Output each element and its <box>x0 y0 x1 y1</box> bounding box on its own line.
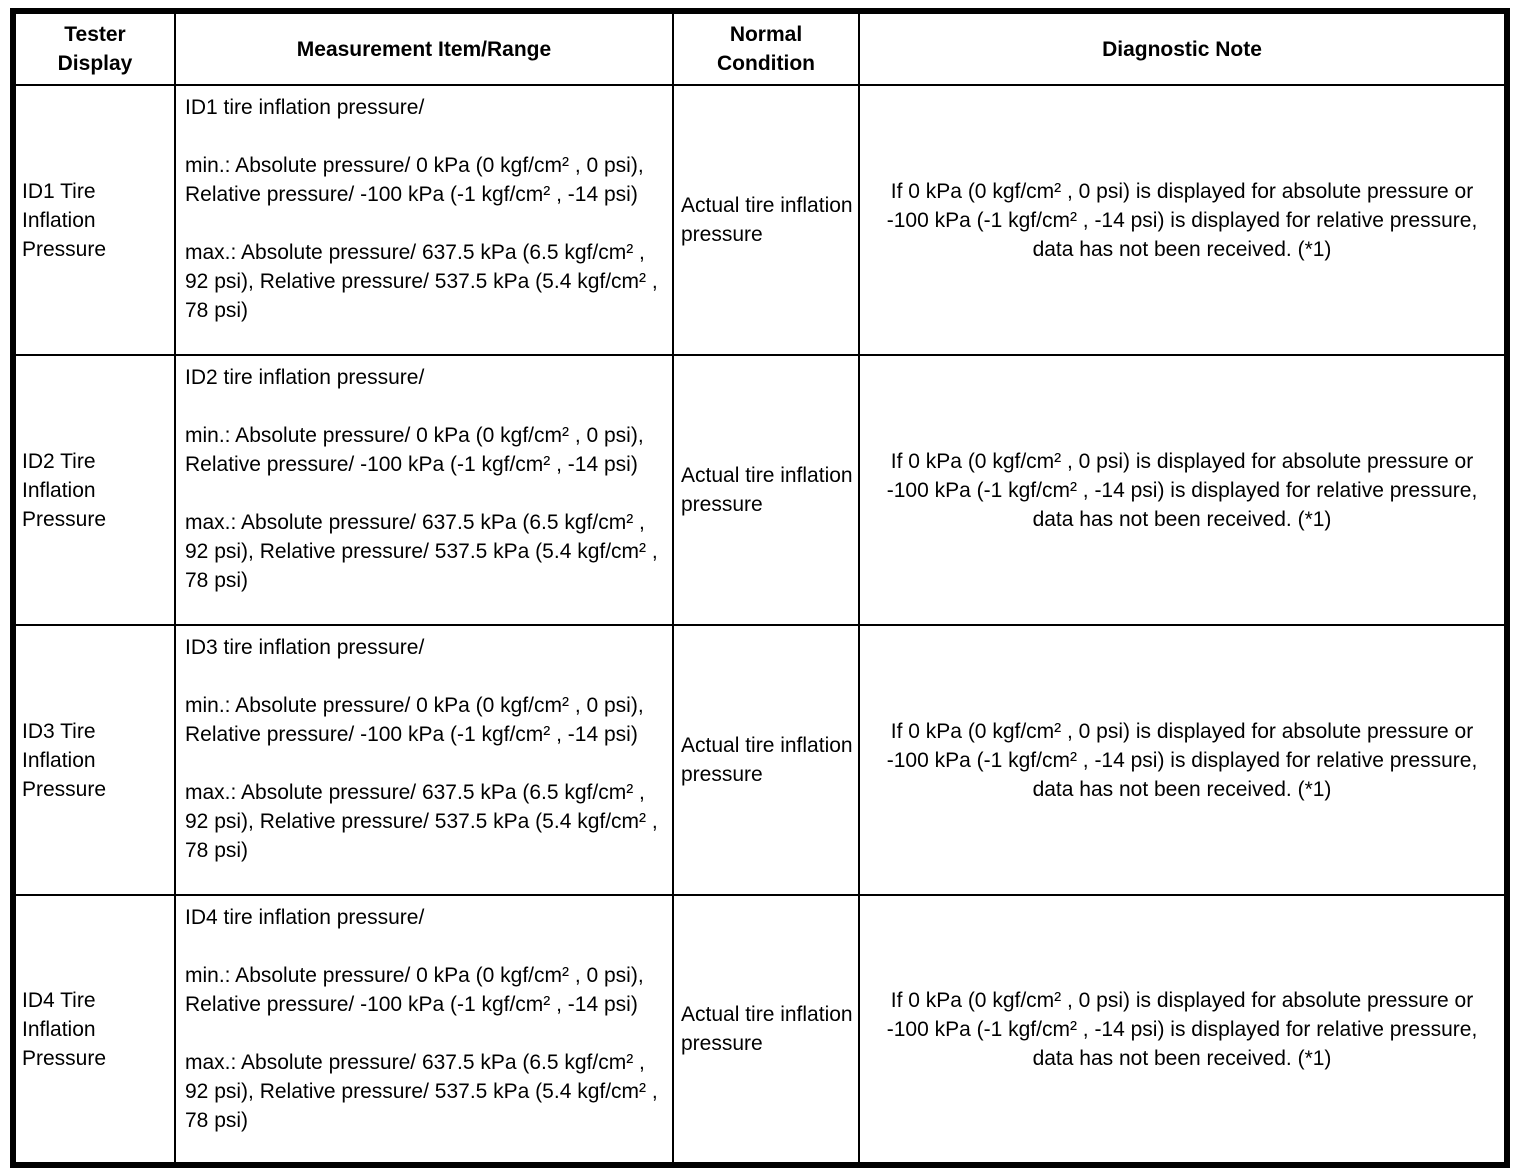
tester-display-cell: ID4 Tire Inflation Pressure <box>13 895 175 1165</box>
measurement-max: max.: Absolute pressure/ 637.5 kPa (6.5 kgf/cm² , 92 psi), Relative pressure/ 537.5 kPa (5.4 kgf/cm² , 78 psi) <box>185 241 658 322</box>
measurement-min: min.: Absolute pressure/ 0 kPa (0 kgf/cm² , 0 psi), Relative pressure/ -100 kPa (-1 kgf/cm² , -14 psi) <box>185 694 644 746</box>
normal-condition-cell: Actual tire inflation pressure <box>673 85 859 355</box>
header-cell-tester-display <box>13 11 175 85</box>
table-row-id2 <box>13 355 1507 625</box>
measurement-max: max.: Absolute pressure/ 637.5 kPa (6.5 kgf/cm² , 92 psi), Relative pressure/ 537.5 kPa (5.4 kgf/cm² , 78 psi) <box>185 511 658 592</box>
tester-display-cell: ID2 Tire Inflation Pressure <box>13 355 175 625</box>
header-diagnostic-note-label: Diagnostic Note <box>1102 37 1262 61</box>
diagnostic-note-cell <box>859 625 1507 895</box>
measurement-min: min.: Absolute pressure/ 0 kPa (0 kgf/cm² , 0 psi), Relative pressure/ -100 kPa (-1 kgf/cm² , -14 psi) <box>185 964 644 1016</box>
table-header <box>13 11 1507 85</box>
diagnostic-note-cell <box>859 355 1507 625</box>
measurement-item-range-cell <box>175 625 673 895</box>
header-tester-display-label: Tester Display <box>57 23 133 75</box>
header-cell-diagnostic-note <box>859 11 1507 85</box>
header-cell-normal-condition <box>673 11 859 85</box>
table-row-id3 <box>13 625 1507 895</box>
diagnostic-note-cell <box>859 895 1507 1165</box>
header-measurement-item-range-label: Measurement Item/Range <box>296 37 552 61</box>
tester-display-cell: ID1 Tire Inflation Pressure <box>13 85 175 355</box>
tire-pressure-diagnostic-table <box>10 8 1510 1168</box>
measurement-item: ID3 tire inflation pressure/ <box>185 636 425 659</box>
measurement-item: ID2 tire inflation pressure/ <box>185 366 425 389</box>
diagnostic-note-text: If 0 kPa (0 kgf/cm² , 0 psi) is displayed for absolute pressure or -100 kPa (-1 kgf/cm² , -14 psi) is displayed for relative pressure, data has not been received. (*1) <box>886 719 1478 801</box>
measurement-max: max.: Absolute pressure/ 637.5 kPa (6.5 kgf/cm² , 92 psi), Relative pressure/ 537.5 kPa (5.4 kgf/cm² , 78 psi) <box>185 1051 658 1132</box>
diagnostic-note-text: If 0 kPa (0 kgf/cm² , 0 psi) is displayed for absolute pressure or -100 kPa (-1 kgf/cm² , -14 psi) is displayed for relative pressure, data has not been received. (*1) <box>886 988 1478 1070</box>
measurement-min: min.: Absolute pressure/ 0 kPa (0 kgf/cm² , 0 psi), Relative pressure/ -100 kPa (-1 kgf/cm² , -14 psi) <box>185 154 644 206</box>
normal-condition-cell: Actual tire inflation pressure <box>673 895 859 1165</box>
measurement-item-range-cell <box>175 85 673 355</box>
measurement-item-range-cell <box>175 895 673 1165</box>
header-normal-condition-label: Normal Condition <box>717 23 815 75</box>
table-body <box>13 85 1507 1165</box>
header-cell-measurement-item-range <box>175 11 673 85</box>
measurement-item: ID4 tire inflation pressure/ <box>185 906 425 929</box>
tester-display-cell: ID3 Tire Inflation Pressure <box>13 625 175 895</box>
diagnostic-note-cell <box>859 85 1507 355</box>
measurement-min: min.: Absolute pressure/ 0 kPa (0 kgf/cm² , 0 psi), Relative pressure/ -100 kPa (-1 kgf/cm² , -14 psi) <box>185 424 644 476</box>
measurement-item-range-cell <box>175 355 673 625</box>
table-row-id1 <box>13 85 1507 355</box>
diagnostic-note-text: If 0 kPa (0 kgf/cm² , 0 psi) is displayed for absolute pressure or -100 kPa (-1 kgf/cm² , -14 psi) is displayed for relative pressure, data has not been received. (*1) <box>886 449 1478 531</box>
measurement-item: ID1 tire inflation pressure/ <box>185 96 425 119</box>
table-row-id4 <box>13 895 1507 1165</box>
diagnostic-note-text: If 0 kPa (0 kgf/cm² , 0 psi) is displayed for absolute pressure or -100 kPa (-1 kgf/cm² , -14 psi) is displayed for relative pressure, data has not been received. (*1) <box>886 179 1478 261</box>
normal-condition-cell: Actual tire inflation pressure <box>673 625 859 895</box>
normal-condition-cell: Actual tire inflation pressure <box>673 355 859 625</box>
measurement-max: max.: Absolute pressure/ 637.5 kPa (6.5 kgf/cm² , 92 psi), Relative pressure/ 537.5 kPa (5.4 kgf/cm² , 78 psi) <box>185 781 658 862</box>
header-row <box>13 11 1507 85</box>
